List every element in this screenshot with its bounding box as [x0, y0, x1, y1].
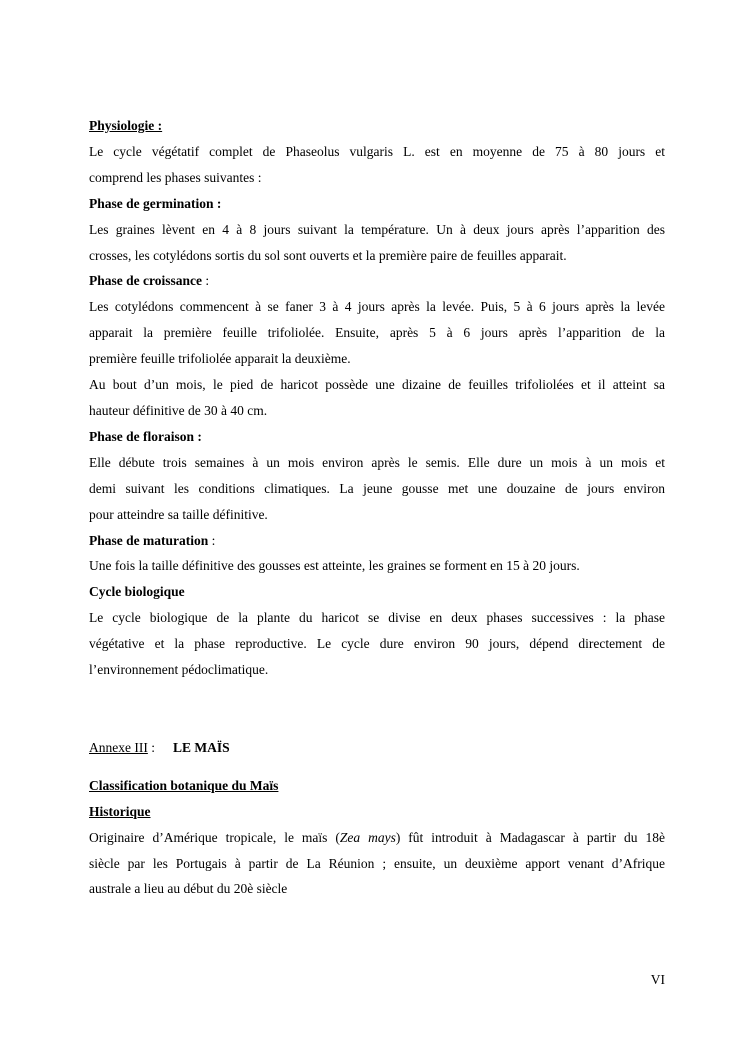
maturation-colon: : [208, 532, 216, 548]
floraison-line-3: pour atteindre sa taille définitive. [89, 506, 268, 522]
croissance-line-5: hauteur définitive de 30 à 40 cm. [89, 402, 268, 418]
page-number: VI [650, 972, 665, 987]
croissance-colon: : [202, 273, 210, 289]
croissance-line-3: première feuille trifoliolée apparait la deuxième. [89, 351, 351, 367]
annexe-heading [89, 735, 665, 761]
floraison-line-2: demi suivant les conditions climatiques. La jeune gousse met une douzaine de jours environ [89, 480, 665, 496]
maturation-heading: Phase de maturation [89, 532, 209, 548]
physiologie-intro-line-2: comprend les phases suivantes : [89, 169, 262, 185]
zea-mays-italic: Zea mays [339, 829, 396, 845]
croissance-heading: Phase de croissance [89, 273, 202, 289]
annexe-label: Annexe III [89, 739, 148, 755]
historique-heading: Historique [89, 803, 151, 819]
croissance-heading-line [89, 268, 665, 294]
annexe-colon: : [147, 739, 155, 755]
croissance-line-2: apparait la première feuille trifoliolée. Ensuite, après 5 à 6 jours après l’apparition de la [89, 325, 665, 341]
cycle-line-1: Le cycle biologique de la plante du haricot se divise en deux phases successives : la phase [89, 610, 665, 626]
germination-line-2: crosses, les cotylédons sortis du sol sont ouverts et la première paire de feuilles apparait. [89, 247, 567, 263]
section-spacer [89, 683, 665, 735]
cycle-heading: Cycle biologique [89, 584, 185, 600]
croissance-line-1: Les cotylédons commencent à se faner 3 à 4 jours après la levée. Puis, 5 à 6 jours après la levée [89, 299, 665, 315]
physiologie-intro-line-1: Le cycle végétatif complet de Phaseolus vulgaris L. est en moyenne de 75 à 80 jours et [89, 143, 665, 159]
historique-line-1-end: ) fût introduit à Madagascar à partir du 18è [395, 829, 665, 845]
page-content [89, 113, 665, 902]
croissance-line-4: Au bout d’un mois, le pied de haricot possède une dizaine de feuilles trifoliolées et il atteint sa [89, 377, 665, 393]
maturation-heading-line [89, 528, 665, 554]
annexe-spacer [89, 761, 665, 773]
floraison-heading: Phase de floraison : [89, 428, 202, 444]
historique-line-1 [89, 825, 665, 851]
historique-line-1-start: Originaire d’Amérique tropicale, le maïs ( [89, 829, 340, 845]
floraison-line-1: Elle débute trois semaines à un mois environ après le semis. Elle dure un mois à un mois et [89, 454, 665, 470]
cycle-line-3: l’environnement pédoclimatique. [89, 662, 269, 678]
germination-heading: Phase de germination : [89, 195, 222, 211]
germination-line-1: Les graines lèvent en 4 à 8 jours suivant la température. Un à deux jours après l’apparition des [89, 221, 665, 237]
physiologie-heading: Physiologie : [89, 118, 163, 133]
historique-line-3: australe a lieu au début du 20è siècle [89, 881, 288, 897]
historique-line-2: siècle par les Portugais à partir de La Réunion ; ensuite, un deuxième apport venant d’Afrique [89, 855, 665, 871]
annexe-title: LE MAÏS [173, 739, 230, 755]
maturation-line-1: Une fois la taille définitive des gousses est atteinte, les graines se forment en 15 à 20 jours. [89, 558, 580, 574]
cycle-line-2: végétative et la phase reproductive. Le cycle dure environ 90 jours, dépend directement de [89, 636, 665, 652]
classification-heading: Classification botanique du Maïs [89, 777, 279, 793]
